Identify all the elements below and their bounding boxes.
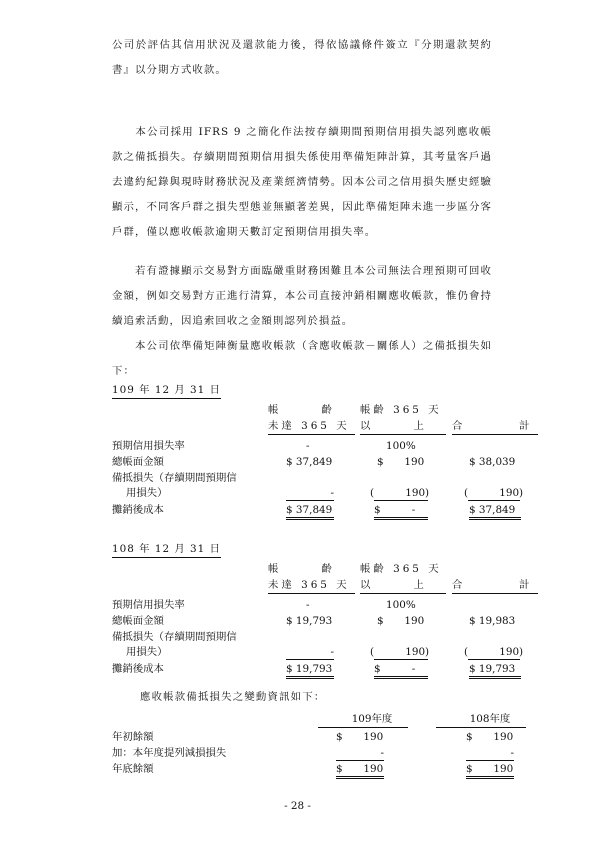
table-108-gross-c2: $ 190 (377, 615, 425, 627)
table-109-net-c2-rule1 (374, 517, 428, 518)
table-109-allow-c3: ( 190) (464, 487, 524, 499)
table-108-net-label: 攤銷後成本 (112, 663, 164, 675)
table-109-net-label: 攤銷後成本 (112, 504, 164, 516)
table-109-gross-label: 總帳面金額 (112, 456, 164, 468)
table-109-gross-c1: $ 37,849 (286, 456, 333, 468)
table-108-allow-c1: - (330, 646, 334, 658)
table-108-col1-header-line2: 未達 365 天 (268, 579, 350, 591)
table-108-net-c1-rule2 (286, 678, 334, 679)
movement-row-opening-v2: $ 190 (466, 731, 514, 743)
table-109-allow-c1-rule (286, 500, 334, 501)
table-109-col3-header-rule (452, 434, 538, 435)
table-108-net-c1-rule1 (286, 676, 334, 677)
movement-row-provision-label: 加：本年度提列減損損失 (112, 747, 227, 759)
paragraph-ifrs9: 本公司採用 IFRS 9 之簡化作法按存續期間預期信用損失認列應收帳款之備抵損失。存續期間預期信用損失係使用準備矩陣計算，其考量客戶過去違約紀錄與現時財務狀況及產業經濟情勢。因本公司之信用損失歷史經驗顯示，不同客戶群之損失型態並無顯著差異，因此準備矩陣未進一步區分客戶群，僅以應收帳款逾期天數訂定預期信用損失率。 (112, 126, 492, 238)
table-109-net-c3: $ 37,849 (469, 504, 516, 516)
table-109-col2-header-rule (360, 434, 446, 435)
table-108-gross-c3: $ 19,983 (469, 615, 516, 627)
movement-row-provision-v1-rule (336, 760, 384, 761)
table-109-gross-c2: $ 190 (377, 456, 425, 468)
table-109-allow-c2-rule (374, 500, 428, 501)
movement-col1-header-rule (318, 727, 408, 728)
table-109-col2-header-line1: 帳齡 365 天 (360, 404, 442, 416)
table-108-net-c2-rule1 (374, 676, 428, 677)
page-number: - 28 - (284, 800, 311, 812)
paragraph-writeoff: 若有證據顯示交易對方面臨嚴重財務困難且本公司無法合理預期可回收金額，例如交易對方正進行清算，本公司直接沖銷相關應收帳款，惟仍會持續追索活動，因追索回收之金額則認列於損益。 (112, 265, 492, 327)
table-108-allow-c1-rule (286, 659, 334, 660)
table-108-rate-c1: - (306, 599, 310, 611)
movement-row-closing-label: 年底餘額 (112, 763, 154, 775)
table-108-col2-header-rule (360, 593, 446, 594)
table-109-col1-header-line1: 帳 齡 (268, 404, 335, 416)
table-108-allow-label1: 備抵損失（存續期間預期信 (112, 631, 237, 643)
table-108-rate-label: 預期信用損失率 (112, 599, 185, 611)
table-109-allow-label2: 用損失） (126, 487, 168, 499)
table-108-allow-c2-rule (374, 659, 428, 660)
movement-row-closing-v2: $ 190 (466, 763, 514, 775)
table-108-gross-label: 總帳面金額 (112, 615, 164, 627)
table-109-allow-label1: 備抵損失（存續期間預期信 (112, 472, 237, 484)
table-108-net-c1: $ 19,793 (286, 663, 333, 675)
table-109-allow-c3-rule (468, 500, 520, 501)
table-109-allow-c1: - (330, 487, 334, 499)
table-109-gross-c3: $ 38,039 (469, 456, 516, 468)
paragraph-allowance-intro: 本公司依準備矩陣衡量應收帳款（含應收帳款－關係人）之備抵損失如下： (112, 340, 492, 377)
table-109-net-c2: $ - (374, 504, 416, 516)
movement-col1-header: 109年度 (351, 713, 393, 725)
movement-row-closing-v1: $ 190 (336, 763, 384, 775)
table-109-col2-header-line2: 以 上 (360, 420, 427, 432)
table-109-rate-c1: - (306, 440, 310, 452)
table-109-rate-c2: 100% (386, 440, 416, 452)
movement-row-closing-v1-rule1 (336, 776, 384, 777)
table-108-allow-c2: ( 190) (370, 646, 430, 658)
table-109-net-c1-rule2 (286, 519, 334, 520)
movement-row-provision-v2-rule (466, 760, 514, 761)
table-108-net-c2: $ - (374, 663, 416, 675)
table-109-col1-header-rule (268, 434, 355, 435)
table-108-net-c3-rule1 (469, 676, 521, 677)
table-108-col1-header-line1: 帳 齡 (268, 563, 335, 575)
table-108-net-c3-rule2 (469, 678, 521, 679)
table-108-allow-label2: 用損失） (126, 646, 168, 658)
table-108-col3-header-rule (452, 593, 538, 594)
table-108-col2-header-line2: 以 上 (360, 579, 427, 591)
movement-intro: 應收帳款備抵損失之變動資訊如下： (140, 691, 326, 703)
movement-row-provision-v2: - (510, 747, 514, 759)
table-108-allow-c3: ( 190) (464, 646, 524, 658)
table-108-net-c3: $ 19,793 (469, 663, 516, 675)
table-109-net-c3-rule2 (469, 519, 521, 520)
table-108-col3-header: 合 計 (452, 579, 533, 591)
table-108-date: 108 年 12 月 31 日 (112, 542, 221, 558)
table-108-col1-header-rule (268, 593, 355, 594)
paragraph-installment: 公司於評估其信用狀況及還款能力後，得依協議條件簽立『分期還款契約書』以分期方式收款。 (112, 39, 492, 76)
table-108-allow-c3-rule (468, 659, 520, 660)
table-109-allow-c2: ( 190) (370, 487, 430, 499)
movement-col2-header-rule (436, 727, 526, 728)
movement-row-opening-v1: $ 190 (336, 731, 384, 743)
table-109-net-c3-rule1 (469, 517, 521, 518)
movement-row-opening-label: 年初餘額 (112, 731, 154, 743)
movement-row-provision-v1: - (380, 747, 384, 759)
table-109-col1-header-line2: 未達 365 天 (268, 420, 350, 432)
table-109-col3-header: 合 計 (452, 420, 533, 432)
table-109-date: 109 年 12 月 31 日 (112, 383, 221, 399)
table-108-col2-header-line1: 帳齡 365 天 (360, 563, 442, 575)
table-108-rate-c2: 100% (386, 599, 416, 611)
movement-row-closing-v1-rule2 (336, 778, 384, 779)
movement-col2-header: 108年度 (469, 713, 511, 725)
table-109-net-c1-rule1 (286, 517, 334, 518)
table-109-net-c1: $ 37,849 (286, 504, 333, 516)
movement-row-closing-v2-rule1 (466, 776, 514, 777)
table-108-gross-c1: $ 19,793 (286, 615, 333, 627)
table-108-net-c2-rule2 (374, 678, 428, 679)
table-109-net-c2-rule2 (374, 519, 428, 520)
table-109-rate-label: 預期信用損失率 (112, 440, 185, 452)
movement-row-closing-v2-rule2 (466, 778, 514, 779)
